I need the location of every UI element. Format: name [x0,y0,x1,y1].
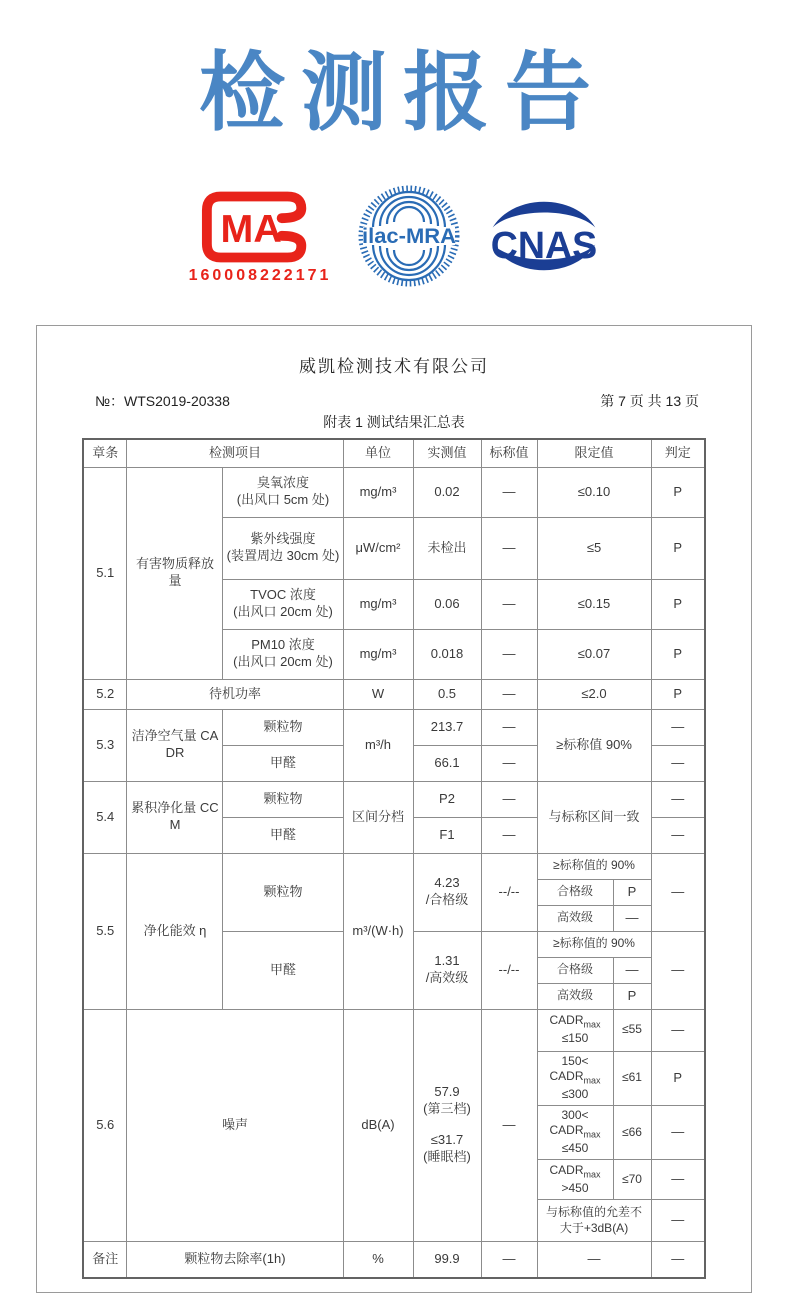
s54-group: 累积净化量 CCM [127,781,223,853]
s54-section: 5.4 [83,781,127,853]
table-row [83,1242,705,1278]
certification-logos [0,184,790,288]
table-row [83,1009,705,1051]
s55-particle-grade2-label: 高效级 [537,905,613,931]
cadr-text: CADR [549,1013,584,1028]
table-row [83,679,705,709]
s51-uv-unit: μW/cm² [343,517,413,579]
cma-letters: MA [220,206,282,251]
s51-tvoc-nominal: — [481,579,537,629]
s54-particle-judgment: — [651,781,705,817]
cadr-text: CADR [549,1069,584,1084]
s51-tvoc-limit: ≤0.15 [537,579,651,629]
table-header-row [83,439,705,467]
s51-pm10-unit: mg/m³ [343,629,413,679]
s51-tvoc-name: TVOC 浓度 [250,587,316,603]
s56-limit-range-2 [537,1051,613,1105]
s51-section: 5.1 [83,467,127,679]
s56-range4-cond: >450 [561,1180,589,1195]
s55-hcho-nominal: --/-- [481,931,537,1009]
s51-ozone-item [223,467,343,517]
notes-judgment: — [651,1242,705,1278]
report-number-value: WTS2019-20338 [124,393,230,409]
s55-particle-limit-head: ≥标称值的 90% [537,853,651,879]
s56-range2-pre: 150< [561,1053,589,1068]
s56-limit-value-4: ≤70 [613,1160,651,1200]
s51-tvoc-location: (出风口 20cm 处) [233,604,333,619]
s56-range2-cond: ≤300 [561,1087,589,1102]
table-row [83,853,705,879]
s52-item: 待机功率 [127,679,343,709]
s55-hcho-grade1-result: — [613,957,651,983]
s56-range3-cadr [541,1123,610,1141]
s52-section: 5.2 [83,679,127,709]
s56-judgment-2: P [651,1051,705,1105]
s55-particle-name: 颗粒物 [223,853,343,931]
s51-uv-location: (装置周边 30cm 处) [226,548,340,563]
s56-measured-note2: (睡眠档) [423,1149,471,1165]
s56-range4-cadr [541,1163,610,1181]
cadr-text: CADR [549,1162,584,1177]
s56-unit: dB(A) [343,1009,413,1242]
s56-range3-cond: ≤450 [561,1141,589,1156]
s51-ozone-measured: 0.02 [413,467,481,517]
s53-particle-nominal: — [481,709,537,745]
s51-ozone-name: 臭氧浓度 [256,475,309,491]
s51-pm10-location: (出风口 20cm 处) [233,654,333,669]
s55-particle-measured [413,853,481,931]
s51-uv-name: 紫外线强度 [250,531,316,547]
s55-hcho-grade2-result: P [613,983,651,1009]
s54-hcho-nominal: — [481,817,537,853]
s51-pm10-limit: ≤0.07 [537,629,651,679]
s53-particle-name: 颗粒物 [223,709,343,745]
notes-limit: — [537,1242,651,1278]
results-table [82,438,706,1279]
s51-uv-limit: ≤5 [537,517,651,579]
cnas-mark-icon [487,189,601,283]
s55-particle-nominal: --/-- [481,853,537,931]
notes-measured: 99.9 [413,1242,481,1278]
ilac-mra-seal-icon [357,184,461,288]
table-row [83,709,705,745]
s51-ozone-limit: ≤0.10 [537,467,651,517]
s53-hcho-name: 甲醛 [223,745,343,781]
s55-section: 5.5 [83,853,127,1009]
s56-measured-value2: ≤31.7 [430,1132,464,1148]
s51-uv-measured: 未检出 [413,517,481,579]
s55-unit: m³/(W·h) [343,853,413,1009]
s51-ozone-nominal: — [481,467,537,517]
document-sheet [36,325,752,1293]
cnas-label: CNAS [491,224,598,267]
col-header-item: 检测项目 [127,439,343,467]
cnas-logo [487,189,601,283]
s51-uv-nominal: — [481,517,537,579]
s55-particle-grade1-result: P [613,879,651,905]
ilac-label: ilac-MRA [362,225,457,248]
s55-hcho-name: 甲醛 [223,931,343,1009]
s54-particle-nominal: — [481,781,537,817]
col-header-limit: 限定值 [537,439,651,467]
s53-group: 洁净空气量 CADR [127,709,223,781]
col-header-nominal: 标称值 [481,439,537,467]
s54-hcho-judgment: — [651,817,705,853]
s53-section: 5.3 [83,709,127,781]
s55-hcho-measured-grade: /高效级 [425,970,469,985]
s55-particle-measured-grade: /合格级 [425,892,469,907]
s51-pm10-nominal: — [481,629,537,679]
s51-uv-judgment: P [651,517,705,579]
s56-measured-value1: 57.9 [434,1084,460,1100]
s56-range2-cadr [541,1069,610,1087]
s56-judgment-4: — [651,1160,705,1200]
s55-particle-measured-value: 4.23 [434,875,460,891]
s56-judgment-3: — [651,1105,705,1159]
s51-pm10-item [223,629,343,679]
notes-nominal: — [481,1242,537,1278]
s51-ozone-location: (出风口 5cm 处) [236,492,330,507]
s56-range1-cadr [541,1013,610,1031]
col-header-judgment: 判定 [651,439,705,467]
s51-ozone-unit: mg/m³ [343,467,413,517]
s56-limit-value-1: ≤55 [613,1009,651,1051]
s51-tvoc-measured: 0.06 [413,579,481,629]
s56-limit-value-2: ≤61 [613,1051,651,1105]
s55-hcho-measured-value: 1.31 [434,953,460,969]
s53-particle-measured: 213.7 [413,709,481,745]
page-indicator: 第 7 页 共 13 页 [600,393,699,409]
s56-section: 5.6 [83,1009,127,1242]
cadr-sub-text: max [583,1019,601,1030]
s54-hcho-measured: F1 [413,817,481,853]
s55-particle-grade1-label: 合格级 [537,879,613,905]
s51-tvoc-judgment: P [651,579,705,629]
cma-mark-icon [199,188,321,266]
table-row [83,781,705,817]
s54-unit: 区间分档 [343,781,413,853]
s54-particle-name: 颗粒物 [223,781,343,817]
s56-limit-range-4 [537,1160,613,1200]
s55-hcho-limit-head: ≥标称值的 90% [537,931,651,957]
s51-group: 有害物质释放量 [127,467,223,679]
s53-unit: m³/h [343,709,413,781]
report-number-label: №： [95,393,125,409]
cnas-top-swoosh [493,202,596,228]
col-header-measured: 实测值 [413,439,481,467]
cma-logo [189,188,332,285]
s52-judgment: P [651,679,705,709]
notes-section: 备注 [83,1242,127,1278]
s56-limit-range-3 [537,1105,613,1159]
s56-limit-value-3: ≤66 [613,1105,651,1159]
col-header-section: 章条 [83,439,127,467]
cadr-text: CADR [549,1123,584,1138]
ilac-mra-logo [357,184,461,288]
s54-hcho-name: 甲醛 [223,817,343,853]
s51-pm10-measured: 0.018 [413,629,481,679]
s52-measured: 0.5 [413,679,481,709]
s51-ozone-judgment: P [651,467,705,517]
s55-particle-judgment: — [651,853,705,931]
notes-item: 颗粒物去除率(1h) [127,1242,343,1278]
report-number [95,391,230,411]
s54-limit: 与标称区间一致 [537,781,651,853]
col-header-unit: 单位 [343,439,413,467]
s52-nominal: — [481,679,537,709]
s56-tolerance-judgment: — [651,1200,705,1242]
s55-particle-grade2-result: — [613,905,651,931]
s56-item: 噪声 [127,1009,343,1242]
s55-group: 净化能效 η [127,853,223,1009]
s56-range3-pre: 300< [561,1107,589,1122]
s56-measured-note1: (第三档) [423,1101,471,1117]
s53-hcho-nominal: — [481,745,537,781]
s56-limit-range-1 [537,1009,613,1051]
cadr-sub-text: max [583,1129,601,1140]
s51-tvoc-unit: mg/m³ [343,579,413,629]
s56-measured [413,1009,481,1242]
s56-nominal: — [481,1009,537,1242]
cadr-sub-text: max [583,1169,601,1180]
s55-hcho-grade2-label: 高效级 [537,983,613,1009]
table-title: 附表 1 测试结果汇总表 [323,414,465,430]
s55-hcho-measured [413,931,481,1009]
table-row [83,467,705,517]
s56-measured-gap [417,1118,478,1132]
s54-particle-measured: P2 [413,781,481,817]
s53-limit: ≥标称值 90% [537,709,651,781]
s53-hcho-judgment: — [651,745,705,781]
cma-number: 160008222171 [188,266,332,284]
s53-particle-judgment: — [651,709,705,745]
s51-pm10-judgment: P [651,629,705,679]
s56-tolerance: 与标称值的允差不大于+3dB(A) [537,1200,651,1242]
s52-limit: ≤2.0 [537,679,651,709]
s51-tvoc-item [223,579,343,629]
cadr-sub-text: max [583,1075,601,1086]
s56-judgment-1: — [651,1009,705,1051]
s56-range1-cond: ≤150 [561,1031,589,1046]
company-name: 威凯检测技术有限公司 [299,357,489,376]
s53-hcho-measured: 66.1 [413,745,481,781]
notes-unit: % [343,1242,413,1278]
s55-hcho-grade1-label: 合格级 [537,957,613,983]
s52-unit: W [343,679,413,709]
page-title: 检测报告 [199,45,607,141]
document-meta [37,391,751,411]
s55-hcho-judgment: — [651,931,705,1009]
s51-uv-item [223,517,343,579]
s51-pm10-name: PM10 浓度 [251,637,315,653]
